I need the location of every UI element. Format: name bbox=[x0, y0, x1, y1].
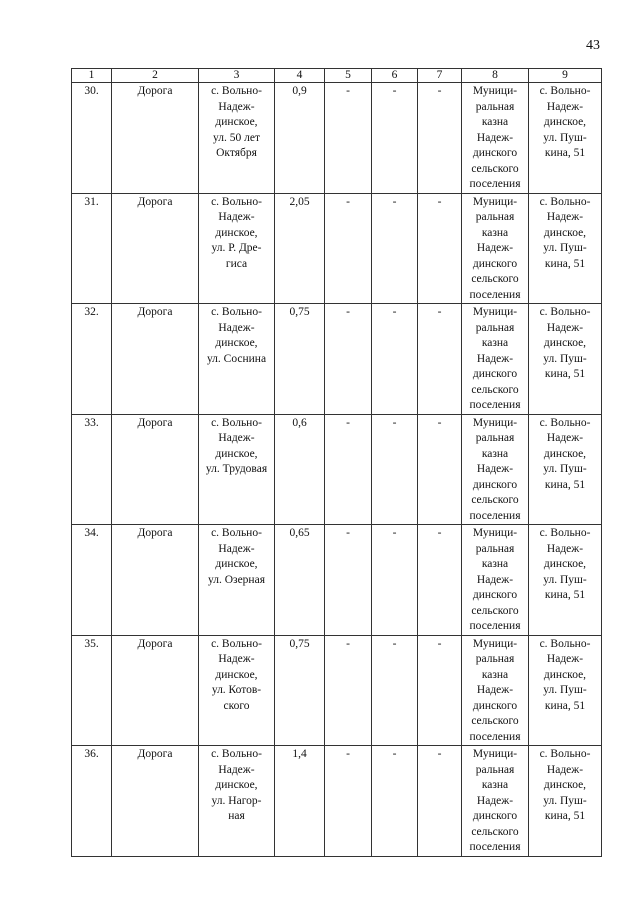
address-cell-text: с. Вольно- Надеж- динское, ул. Соснина bbox=[206, 306, 267, 365]
column-header: 9 bbox=[529, 69, 602, 83]
address-cell-text: с. Вольно- Надеж- динское, ул. Озерная bbox=[208, 527, 265, 586]
holder-address-cell-text: с. Вольно- Надеж- динское, ул. Пуш- кина, 51 bbox=[539, 416, 591, 491]
row-number-cell bbox=[72, 635, 112, 746]
object-name-cell-text: Дорога bbox=[137, 748, 173, 760]
column-7-cell-text: - bbox=[437, 85, 442, 97]
column-6-cell bbox=[372, 525, 418, 636]
table-row bbox=[72, 304, 602, 415]
owner-cell-text: Муници- pальная казна Надеж- динского сельского поселения bbox=[469, 306, 521, 411]
object-name-cell bbox=[112, 83, 199, 194]
row-number-cell bbox=[72, 414, 112, 525]
owner-cell-text: Муници- pальная казна Надеж- динского сельского поселения bbox=[469, 748, 521, 853]
column-7-cell-text: - bbox=[437, 416, 442, 429]
row-number-cell-text: 32. bbox=[84, 306, 99, 318]
length-cell-text: 0,9 bbox=[292, 85, 307, 97]
column-6-cell bbox=[372, 635, 418, 746]
object-name-cell bbox=[112, 635, 199, 746]
column-5-cell bbox=[325, 193, 372, 304]
row-number-cell-text: 36. bbox=[84, 748, 99, 760]
column-5-cell bbox=[325, 83, 372, 194]
owner-cell-text: Муници- pальная казна Надеж- динского сельского поселения bbox=[469, 416, 521, 522]
column-header: 7 bbox=[418, 69, 462, 83]
object-name-cell bbox=[112, 746, 199, 857]
table-row bbox=[72, 193, 602, 304]
owner-cell bbox=[462, 193, 529, 304]
column-5-cell-text: - bbox=[346, 748, 350, 760]
column-6-cell-text: - bbox=[392, 195, 397, 208]
column-header: 3 bbox=[199, 69, 275, 83]
column-5-cell-text: - bbox=[346, 306, 350, 318]
table-header-row bbox=[72, 69, 602, 83]
holder-address-cell-text: с. Вольно- Надеж- динское, ул. Пуш- кина, 51 bbox=[539, 748, 591, 822]
column-7-cell bbox=[418, 525, 462, 636]
column-6-cell-text: - bbox=[392, 306, 397, 318]
holder-address-cell bbox=[529, 414, 602, 525]
column-header: 4 bbox=[275, 69, 325, 83]
column-6-cell bbox=[372, 746, 418, 857]
length-cell-text: 1,4 bbox=[292, 748, 307, 760]
address-cell bbox=[199, 746, 275, 857]
column-5-cell-text: - bbox=[346, 527, 350, 539]
address-cell-text: с. Вольно- Надеж- динское, ул. Нагор- ная bbox=[211, 748, 262, 822]
column-7-cell-text: - bbox=[437, 195, 442, 208]
owner-cell bbox=[462, 83, 529, 194]
column-6-cell-text: - bbox=[392, 527, 397, 539]
column-5-cell bbox=[325, 525, 372, 636]
row-number-cell-text: 34. bbox=[84, 527, 99, 539]
owner-cell-text: Муници- pальная казна Надеж- динского сельского поселения bbox=[469, 85, 521, 190]
address-cell-text: с. Вольно- Надеж- динское, ул. Р. Дре- гиса bbox=[211, 195, 262, 270]
column-5-cell-text: - bbox=[346, 637, 350, 650]
address-cell bbox=[199, 635, 275, 746]
row-number-cell bbox=[72, 525, 112, 636]
column-5-cell bbox=[325, 635, 372, 746]
address-cell-text: с. Вольно- Надеж- динское, ул. 50 лет Октября bbox=[211, 85, 262, 159]
owner-cell bbox=[462, 525, 529, 636]
length-cell-text: 0,75 bbox=[289, 637, 310, 650]
row-number-cell bbox=[72, 746, 112, 857]
length-cell-text: 2,05 bbox=[289, 195, 310, 208]
table-row bbox=[72, 414, 602, 525]
column-header: 1 bbox=[72, 69, 112, 83]
row-number-cell-text: 33. bbox=[84, 416, 99, 429]
row-number-cell bbox=[72, 83, 112, 194]
column-header: 8 bbox=[462, 69, 529, 83]
owner-cell bbox=[462, 635, 529, 746]
length-cell-text: 0,6 bbox=[292, 416, 307, 429]
column-6-cell bbox=[372, 83, 418, 194]
object-name-cell-text: Дорога bbox=[137, 637, 173, 650]
column-7-cell bbox=[418, 193, 462, 304]
holder-address-cell-text: с. Вольно- Надеж- динское, ул. Пуш- кина, 51 bbox=[539, 85, 591, 159]
column-6-cell bbox=[372, 304, 418, 415]
column-header: 5 bbox=[325, 69, 372, 83]
length-cell bbox=[275, 746, 325, 857]
column-7-cell-text: - bbox=[437, 306, 442, 318]
address-cell bbox=[199, 304, 275, 415]
owner-cell-text: Муници- pальная казна Надеж- динского сельского поселения bbox=[469, 195, 521, 301]
column-5-cell-text: - bbox=[346, 416, 350, 429]
object-name-cell-text: Дорога bbox=[137, 416, 173, 429]
table-row bbox=[72, 83, 602, 194]
column-7-cell bbox=[418, 83, 462, 194]
owner-cell-text: Муници- pальная казна Надеж- динского сельского поселения bbox=[469, 527, 521, 632]
property-register-table bbox=[71, 68, 602, 857]
address-cell-text: с. Вольно- Надеж- динское, ул. Трудовая bbox=[205, 416, 268, 475]
length-cell-text: 0,75 bbox=[289, 306, 310, 318]
address-cell-text: с. Вольно- Надеж- динское, ул. Котов- ского bbox=[211, 637, 262, 712]
length-cell bbox=[275, 635, 325, 746]
column-6-cell-text: - bbox=[392, 416, 397, 429]
column-5-cell bbox=[325, 746, 372, 857]
holder-address-cell bbox=[529, 635, 602, 746]
object-name-cell-text: Дорога bbox=[137, 195, 173, 208]
holder-address-cell bbox=[529, 304, 602, 415]
holder-address-cell bbox=[529, 83, 602, 194]
length-cell bbox=[275, 83, 325, 194]
column-6-cell-text: - bbox=[392, 85, 397, 97]
object-name-cell bbox=[112, 304, 199, 415]
holder-address-cell bbox=[529, 746, 602, 857]
row-number-cell-text: 30. bbox=[84, 85, 99, 97]
length-cell bbox=[275, 193, 325, 304]
column-header: 2 bbox=[112, 69, 199, 83]
column-6-cell-text: - bbox=[392, 637, 397, 650]
address-cell bbox=[199, 525, 275, 636]
column-header: 6 bbox=[372, 69, 418, 83]
owner-cell bbox=[462, 304, 529, 415]
column-7-cell bbox=[418, 635, 462, 746]
object-name-cell-text: Дорога bbox=[137, 85, 173, 97]
holder-address-cell-text: с. Вольно- Надеж- динское, ул. Пуш- кина, 51 bbox=[539, 195, 591, 270]
column-6-cell bbox=[372, 193, 418, 304]
address-cell bbox=[199, 414, 275, 525]
object-name-cell-text: Дорога bbox=[137, 306, 173, 318]
column-5-cell-text: - bbox=[346, 85, 350, 97]
object-name-cell bbox=[112, 414, 199, 525]
holder-address-cell bbox=[529, 525, 602, 636]
table-row bbox=[72, 635, 602, 746]
holder-address-cell bbox=[529, 193, 602, 304]
column-7-cell-text: - bbox=[437, 637, 442, 650]
length-cell bbox=[275, 414, 325, 525]
address-cell bbox=[199, 83, 275, 194]
column-7-cell-text: - bbox=[437, 527, 442, 539]
object-name-cell bbox=[112, 525, 199, 636]
holder-address-cell-text: с. Вольно- Надеж- динское, ул. Пуш- кина, 51 bbox=[539, 306, 591, 380]
row-number-cell-text: 31. bbox=[84, 195, 99, 208]
length-cell-text: 0,65 bbox=[289, 527, 310, 539]
owner-cell-text: Муници- pальная казна Надеж- динского сельского поселения bbox=[469, 637, 521, 743]
column-7-cell bbox=[418, 304, 462, 415]
table-row bbox=[72, 525, 602, 636]
owner-cell bbox=[462, 414, 529, 525]
table-row bbox=[72, 746, 602, 857]
row-number-cell bbox=[72, 304, 112, 415]
column-5-cell bbox=[325, 304, 372, 415]
length-cell bbox=[275, 525, 325, 636]
page-number: 43 bbox=[586, 38, 600, 53]
object-name-cell-text: Дорога bbox=[137, 527, 173, 539]
column-6-cell bbox=[372, 414, 418, 525]
column-7-cell-text: - bbox=[437, 748, 442, 760]
length-cell bbox=[275, 304, 325, 415]
holder-address-cell-text: с. Вольно- Надеж- динское, ул. Пуш- кина, 51 bbox=[539, 527, 591, 601]
row-number-cell bbox=[72, 193, 112, 304]
column-5-cell-text: - bbox=[346, 195, 350, 208]
address-cell bbox=[199, 193, 275, 304]
holder-address-cell-text: с. Вольно- Надеж- динское, ул. Пуш- кина, 51 bbox=[539, 637, 591, 712]
column-6-cell-text: - bbox=[392, 748, 397, 760]
column-5-cell bbox=[325, 414, 372, 525]
column-7-cell bbox=[418, 414, 462, 525]
column-7-cell bbox=[418, 746, 462, 857]
row-number-cell-text: 35. bbox=[84, 637, 99, 650]
object-name-cell bbox=[112, 193, 199, 304]
owner-cell bbox=[462, 746, 529, 857]
